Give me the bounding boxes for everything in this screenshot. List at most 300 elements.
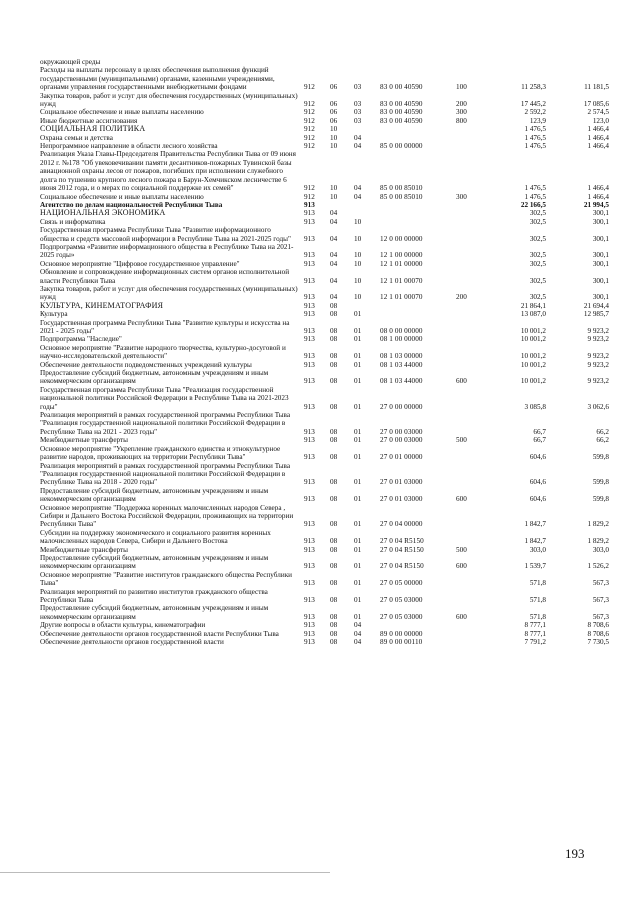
row-section-code: 06 <box>330 116 338 125</box>
row-amount-planned: 7 791,2 <box>524 638 546 647</box>
row-target-article <box>380 218 456 226</box>
row-section-code: 10 <box>330 142 338 151</box>
row-section-code: 08 <box>330 352 338 361</box>
row-expense-type <box>456 571 486 588</box>
row-expense-type <box>456 588 486 605</box>
row-amount-executed: 1 466,4 <box>587 142 609 151</box>
row-target-article: 27 0 04 R5150 <box>380 562 424 571</box>
row-expense-type <box>456 226 486 243</box>
row-section-code: 04 <box>330 293 338 302</box>
row-name: Предоставление субсидий бюджетным, автономным учреждениям и иным некоммерческим организациям <box>40 369 269 386</box>
row-amount-executed: 599,8 <box>592 478 609 487</box>
row-section-code: 08 <box>330 377 338 386</box>
row-department-code: 913 <box>304 352 315 361</box>
row-section-code: 08 <box>330 427 338 436</box>
row-department-code: 913 <box>304 301 315 310</box>
row-expense-type <box>456 638 486 646</box>
row-subsection-code <box>354 201 380 209</box>
row-expense-type <box>456 621 486 629</box>
row-department-code <box>304 58 330 66</box>
row-amount-executed: 66,2 <box>596 436 609 445</box>
table-row <box>40 142 609 150</box>
row-subsection-code: 01 <box>354 310 362 319</box>
row-expense-type: 500 <box>456 436 467 445</box>
row-amount-planned: 302,5 <box>529 234 546 243</box>
row-amount-executed: 300,1 <box>592 217 609 226</box>
row-name: Предоставление субсидий бюджетным, автономным учреждениям и иным некоммерческим организациям <box>40 486 269 504</box>
row-expense-type <box>456 411 486 436</box>
row-target-article: 27 0 01 03000 <box>380 478 423 487</box>
row-section-code: 08 <box>330 453 338 462</box>
row-name: Непрограммное направление в области лесного хозяйства <box>40 142 218 151</box>
row-name: Основное мероприятие "Поддержка коренных малочисленных народов Севера , Сибири и Дальнего Востока Российской Федерации, проживающих на территории Республики Тыва" <box>40 503 294 529</box>
page-number: 193 <box>565 846 585 861</box>
row-expense-type <box>456 361 486 369</box>
table-row <box>40 218 609 226</box>
row-amount-executed: 567,3 <box>592 612 609 621</box>
row-amount-executed: 1 466,4 <box>587 192 609 201</box>
budget-table <box>40 58 609 646</box>
row-amount-executed: 1 829,2 <box>587 520 609 529</box>
table-row <box>40 445 609 462</box>
row-subsection-code: 01 <box>354 579 362 588</box>
row-amount-planned: 604,6 <box>529 453 546 462</box>
row-amount-planned: 13 087,0 <box>520 310 546 319</box>
table-row <box>40 319 609 336</box>
table-row <box>40 150 609 192</box>
row-target-article: 12 1 01 00070 <box>380 276 423 285</box>
row-department-code: 913 <box>304 217 315 226</box>
row-name: Государственная программа Республики Тыва "Реализация государственной национальной политики Российской Федерации в Республике Тыва на 2021-2023 годы" <box>40 385 289 411</box>
row-subsection-code: 03 <box>354 108 362 117</box>
row-subsection-code: 01 <box>354 360 362 369</box>
row-department-code: 913 <box>304 234 315 243</box>
row-target-article: 85 0 00 00000 <box>380 142 423 151</box>
table-row <box>40 554 609 571</box>
row-target-article: 27 0 05 03000 <box>380 612 423 621</box>
row-amount-executed: 599,8 <box>592 453 609 462</box>
row-expense-type <box>456 268 486 285</box>
row-amount-planned: 1 842,7 <box>524 520 546 529</box>
table-row <box>40 529 609 546</box>
row-amount-planned: 123,9 <box>529 116 546 125</box>
row-section-code: 08 <box>330 579 338 588</box>
row-target-article: 89 0 00 00110 <box>380 638 423 647</box>
row-department-code: 913 <box>304 453 315 462</box>
table-row <box>40 260 609 268</box>
row-amount-planned: 10 001,2 <box>520 377 546 386</box>
row-amount-executed: 1 466,4 <box>587 125 609 134</box>
row-section-code: 08 <box>330 310 338 319</box>
row-name: Подпрограмма "Наследие" <box>40 335 122 344</box>
row-department-code: 913 <box>304 629 315 638</box>
row-department-code: 913 <box>304 562 315 571</box>
row-amount-executed: 300,1 <box>592 293 609 302</box>
row-expense-type <box>456 529 486 546</box>
row-amount-planned: 10 001,2 <box>520 360 546 369</box>
row-amount-planned: 8 777,1 <box>524 629 546 638</box>
table-row <box>40 209 609 217</box>
row-subsection-code: 01 <box>354 520 362 529</box>
row-expense-type <box>456 142 486 150</box>
row-amount-planned: 1 476,5 <box>524 184 546 193</box>
row-section-code: 08 <box>330 545 338 554</box>
row-target-article <box>380 201 456 209</box>
row-target-article <box>380 302 456 310</box>
row-department-code: 913 <box>304 621 315 630</box>
table-row <box>40 66 609 91</box>
row-subsection-code: 01 <box>354 427 362 436</box>
row-target-article: 08 1 00 00000 <box>380 335 423 344</box>
row-name: Государственная программа Республики Тыва "Развитие информационного общества и средств массовой информации в Республике Тыва на 2021-2025 годы" <box>40 226 291 243</box>
row-name: Основное мероприятие "Развитие народного творчества, культурно-досуговой и научно-исследовательской деятельности" <box>40 343 286 361</box>
row-section-code: 10 <box>330 133 338 142</box>
row-department-code: 913 <box>304 327 315 335</box>
row-section-code: 08 <box>330 621 338 630</box>
row-name: Социальное обеспечение и иные выплаты населению <box>40 192 204 201</box>
row-amount-planned: 10 001,2 <box>520 327 546 335</box>
row-target-article: 83 0 00 40590 <box>380 108 423 117</box>
row-amount-planned: 22 166,5 <box>520 200 546 209</box>
row-target-article: 08 1 03 44000 <box>380 360 423 369</box>
row-name: Реализация мероприятий в рамках государственной программы Республики Тыва "Реализация государственной национальной политики Российской Федерации в Республике Тыва на 2021 - 2023 годы" <box>40 411 291 436</box>
table-row <box>40 571 609 588</box>
row-expense-type: 300 <box>456 108 467 117</box>
row-department-code: 913 <box>304 612 315 621</box>
row-amount-planned: 17 445,2 <box>520 100 546 109</box>
row-amount-planned: 302,5 <box>529 209 546 218</box>
row-amount-planned: 302,5 <box>529 276 546 285</box>
budget-table-body <box>40 58 609 646</box>
row-target-article: 27 0 04 R5150 <box>380 545 424 554</box>
row-section-code: 04 <box>330 217 338 226</box>
row-name: Основное мероприятие "Цифровое государственное управление" <box>40 259 240 268</box>
row-amount-planned: 10 001,2 <box>520 335 546 344</box>
row-amount-planned: 10 001,2 <box>520 352 546 361</box>
row-amount-executed: 3 062,6 <box>587 402 609 411</box>
table-row <box>40 462 609 487</box>
row-section-code: 08 <box>330 335 338 344</box>
row-subsection-code: 04 <box>354 133 362 142</box>
row-expense-type <box>456 630 486 638</box>
row-amount-executed: 12 985,7 <box>583 310 609 319</box>
row-section-code: 08 <box>330 436 338 445</box>
row-expense-type <box>456 445 486 462</box>
row-department-code: 913 <box>304 478 315 487</box>
table-row <box>40 621 609 629</box>
row-expense-type <box>456 504 486 529</box>
row-expense-type: 100 <box>456 83 467 92</box>
row-section-code: 04 <box>330 251 338 260</box>
row-expense-type: 300 <box>456 192 467 201</box>
row-name: окружающей среды <box>40 58 101 66</box>
row-name: Закупка товаров, работ и услуг для обеспечения государственных (муниципальных) нужд <box>40 91 298 109</box>
row-target-article: 27 0 04 00000 <box>380 520 423 529</box>
table-row <box>40 436 609 444</box>
row-department-code: 913 <box>304 377 315 386</box>
table-row <box>40 411 609 436</box>
row-amount-executed: 300,1 <box>592 234 609 243</box>
table-row <box>40 125 609 133</box>
row-subsection-code: 01 <box>354 562 362 571</box>
row-department-code: 913 <box>304 209 315 218</box>
row-department-code: 913 <box>304 638 315 647</box>
row-name: Реализация мероприятий в рамках государственной программы Республики Тыва "Реализация государственной национальной политики Российской Федерации в Республике Тыва на 2018 - 2020 годы" <box>40 461 291 487</box>
row-amount-executed: 9 923,2 <box>587 360 609 369</box>
row-target-article <box>380 134 456 142</box>
row-amount-executed: 567,3 <box>592 579 609 588</box>
table-row <box>40 92 609 109</box>
row-section-code: 08 <box>330 327 338 335</box>
row-subsection-code <box>354 58 380 66</box>
row-amount-executed: 300,1 <box>592 251 609 260</box>
row-department-code: 912 <box>304 192 315 201</box>
row-target-article: 83 0 00 40590 <box>380 100 423 109</box>
row-target-article <box>380 125 456 133</box>
row-expense-type <box>456 125 486 133</box>
row-amount-planned: 1 842,7 <box>524 537 546 546</box>
row-subsection-code: 01 <box>354 335 362 344</box>
row-target-article <box>380 58 456 66</box>
row-section-code: 08 <box>330 402 338 411</box>
row-section-code: 06 <box>330 83 338 92</box>
table-row <box>40 369 609 386</box>
row-department-code: 913 <box>304 259 315 268</box>
row-target-article: 85 0 00 85010 <box>380 192 423 201</box>
row-expense-type: 800 <box>456 116 467 125</box>
row-target-article: 89 0 00 00000 <box>380 629 423 638</box>
row-section-code: 08 <box>330 301 338 310</box>
row-section-code: 08 <box>330 629 338 638</box>
row-name: Обеспечение деятельности органов государственной власти Республики Тыва <box>40 629 279 638</box>
row-target-article: 85 0 00 85010 <box>380 184 423 193</box>
row-department-code: 913 <box>304 310 315 319</box>
row-subsection-code: 01 <box>354 402 362 411</box>
row-section-code: 10 <box>330 192 338 201</box>
row-department-code: 913 <box>304 427 315 436</box>
row-subsection-code: 01 <box>354 495 362 504</box>
row-expense-type <box>456 134 486 142</box>
row-amount-executed: 1 829,2 <box>587 537 609 546</box>
row-department-code: 912 <box>304 125 315 134</box>
row-amount-planned: 66,7 <box>533 436 546 445</box>
row-subsection-code: 01 <box>354 327 362 335</box>
row-section-code: 04 <box>330 259 338 268</box>
table-row <box>40 344 609 361</box>
row-department-code: 912 <box>304 142 315 151</box>
row-amount-executed: 9 923,2 <box>587 377 609 386</box>
row-department-code: 912 <box>304 116 315 125</box>
row-expense-type <box>456 218 486 226</box>
row-amount-executed: 9 923,2 <box>587 327 609 335</box>
row-amount-planned: 8 777,1 <box>524 621 546 630</box>
row-expense-type <box>456 335 486 343</box>
row-amount-planned: 302,5 <box>529 217 546 226</box>
table-row <box>40 504 609 529</box>
row-subsection-code: 01 <box>354 612 362 621</box>
row-amount-planned: 571,8 <box>529 612 546 621</box>
row-department-code: 912 <box>304 133 315 142</box>
row-amount-executed: 21 994,5 <box>583 200 609 209</box>
row-name: НАЦИОНАЛЬНАЯ ЭКОНОМИКА <box>40 208 166 218</box>
row-amount-executed: 1 466,4 <box>587 133 609 142</box>
row-expense-type <box>456 344 486 361</box>
row-target-article <box>380 209 456 217</box>
row-subsection-code: 10 <box>354 217 362 226</box>
row-amount-planned: 604,6 <box>529 495 546 504</box>
row-subsection-code: 03 <box>354 100 362 109</box>
row-target-article: 27 0 00 00000 <box>380 402 423 411</box>
row-name: Закупка товаров, работ и услуг для обеспечения государственных (муниципальных) нужд <box>40 284 298 302</box>
row-amount-planned: 302,5 <box>529 259 546 268</box>
row-subsection-code: 04 <box>354 142 362 151</box>
row-name: Государственная программа Республики Тыва "Развитие культуры и искусства на 2021 - 2025 годы" <box>40 318 290 335</box>
row-expense-type <box>456 243 486 260</box>
row-target-article: 12 1 00 00000 <box>380 251 423 260</box>
row-name: СОЦИАЛЬНАЯ ПОЛИТИКА <box>40 124 146 134</box>
row-department-code: 913 <box>304 537 315 546</box>
row-section-code: 06 <box>330 100 338 109</box>
row-target-article: 08 1 03 00000 <box>380 352 423 361</box>
row-section-code: 08 <box>330 537 338 546</box>
row-expense-type: 600 <box>456 562 467 571</box>
row-amount-executed: 17 085,6 <box>583 100 609 109</box>
row-expense-type <box>456 462 486 487</box>
row-subsection-code: 03 <box>354 116 362 125</box>
row-expense-type: 600 <box>456 377 467 386</box>
row-subsection-code <box>354 125 380 133</box>
table-row <box>40 310 609 318</box>
row-amount-executed: 599,8 <box>592 495 609 504</box>
row-section-code: 04 <box>330 209 338 218</box>
row-amount-planned <box>486 58 554 66</box>
row-target-article: 12 1 01 00000 <box>380 259 423 268</box>
row-department-code: 913 <box>304 436 315 445</box>
footer-divider <box>0 872 330 873</box>
row-department-code: 913 <box>304 545 315 554</box>
row-name: КУЛЬТУРА, КИНЕМАТОГРАФИЯ <box>40 300 164 310</box>
row-target-article: 83 0 00 40590 <box>380 83 423 92</box>
row-amount-executed: 300,1 <box>592 209 609 218</box>
row-amount-executed: 21 694,4 <box>583 301 609 310</box>
row-department-code: 913 <box>304 360 315 369</box>
row-amount-planned: 3 085,8 <box>524 402 546 411</box>
row-section-code: 08 <box>330 478 338 487</box>
row-subsection-code: 03 <box>354 83 362 92</box>
table-row <box>40 588 609 605</box>
row-expense-type: 200 <box>456 293 467 302</box>
row-amount-executed: 1 526,2 <box>587 562 609 571</box>
row-name: Обновление и сопровождение информационных систем органов исполнительной власти Республики Тыва <box>40 268 290 285</box>
row-subsection-code: 10 <box>354 234 362 243</box>
row-section-code: 04 <box>330 234 338 243</box>
row-section-code: 08 <box>330 360 338 369</box>
row-section-code: 10 <box>330 184 338 193</box>
row-expense-type <box>456 260 486 268</box>
row-section-code: 08 <box>330 520 338 529</box>
table-row <box>40 630 609 638</box>
row-amount-planned: 11 258,3 <box>521 83 546 92</box>
row-subsection-code: 01 <box>354 478 362 487</box>
row-expense-type <box>456 310 486 318</box>
row-amount-executed: 2 574,5 <box>587 108 609 117</box>
row-name: Расходы на выплаты персоналу в целях обеспечения выполнения функций государственными (муниципальными) органами, казенными учреждениями, органами управления государственными внебюджетными фондами <box>40 66 275 92</box>
row-section-code: 08 <box>330 596 338 604</box>
row-expense-type <box>456 209 486 217</box>
row-target-article: 27 0 01 00000 <box>380 453 423 462</box>
row-name: Связь и информатика <box>40 217 106 226</box>
row-expense-type <box>456 386 486 411</box>
row-subsection-code: 10 <box>354 276 362 285</box>
row-target-article <box>380 310 456 318</box>
row-subsection-code <box>354 302 380 310</box>
row-subsection-code: 04 <box>354 621 362 630</box>
row-amount-executed: 11 181,5 <box>584 83 609 92</box>
row-amount-executed: 300,1 <box>592 259 609 268</box>
table-row <box>40 134 609 142</box>
row-amount-planned: 1 476,5 <box>524 133 546 142</box>
row-section-code: 08 <box>330 638 338 647</box>
row-subsection-code: 04 <box>354 184 362 193</box>
row-amount-planned: 303,0 <box>529 545 546 554</box>
row-name: Предоставление субсидий бюджетным, автономным учреждениям и иным некоммерческим организациям <box>40 604 269 621</box>
row-amount-executed: 300,1 <box>592 276 609 285</box>
row-section-code <box>330 58 354 66</box>
row-target-article <box>380 621 456 629</box>
row-department-code: 913 <box>304 402 315 411</box>
row-amount-planned: 571,8 <box>529 579 546 588</box>
row-target-article: 27 0 04 R5150 <box>380 537 424 546</box>
row-section-code <box>330 201 354 209</box>
row-name: Субсидии на поддержку экономического и социального развития коренных малочисленных народов Севера, Сибири и Дальнего Востока <box>40 528 271 546</box>
row-amount-executed: 1 466,4 <box>587 184 609 193</box>
row-expense-type <box>456 58 486 66</box>
row-subsection-code: 01 <box>354 596 362 604</box>
table-row <box>40 386 609 411</box>
row-section-code: 06 <box>330 108 338 117</box>
row-amount-executed: 8 708,6 <box>587 629 609 638</box>
row-expense-type: 200 <box>456 100 467 109</box>
row-subsection-code: 10 <box>354 251 362 260</box>
row-amount-planned: 1 476,5 <box>524 192 546 201</box>
row-target-article: 83 0 00 40590 <box>380 116 423 125</box>
row-amount-planned: 1 539,7 <box>524 562 546 571</box>
row-amount-executed: 9 923,2 <box>587 352 609 361</box>
row-expense-type <box>456 201 486 209</box>
table-row <box>40 268 609 285</box>
row-name: Охрана семьи и детства <box>40 133 113 142</box>
table-row <box>40 638 609 646</box>
row-name: Реализация Указа Главы-Председателя Правительства Республики Тыва от 09 июня 2012 г. №178 "Об увековечивании памяти десантников-пожарных Тувинской базы авиационной охраны лесов от пожаров, погибших при исполнении служебного долга по тушению крупного лесного пожара в Барун-Хемчикском лесничестве 6 июня 2012 года, и о мерах по социальной поддержке их семей" <box>40 150 296 193</box>
row-amount-executed: 303,0 <box>592 545 609 554</box>
row-department-code: 912 <box>304 108 315 117</box>
row-subsection-code: 01 <box>354 436 362 445</box>
row-amount-executed: 9 923,2 <box>587 335 609 344</box>
row-amount-executed: 123,0 <box>592 116 609 125</box>
row-target-article: 08 1 03 44000 <box>380 377 423 386</box>
row-name: Культура <box>40 310 68 319</box>
row-department-code: 913 <box>304 520 315 529</box>
table-row <box>40 193 609 201</box>
row-subsection-code: 01 <box>354 545 362 554</box>
row-target-article: 27 0 05 03000 <box>380 596 423 604</box>
row-department-code: 913 <box>304 596 315 604</box>
table-row <box>40 546 609 554</box>
row-subsection-code: 10 <box>354 293 362 302</box>
row-name: Другие вопросы в области культуры, кинематографии <box>40 621 206 630</box>
row-section-code: 10 <box>330 125 338 134</box>
row-expense-type <box>456 302 486 310</box>
